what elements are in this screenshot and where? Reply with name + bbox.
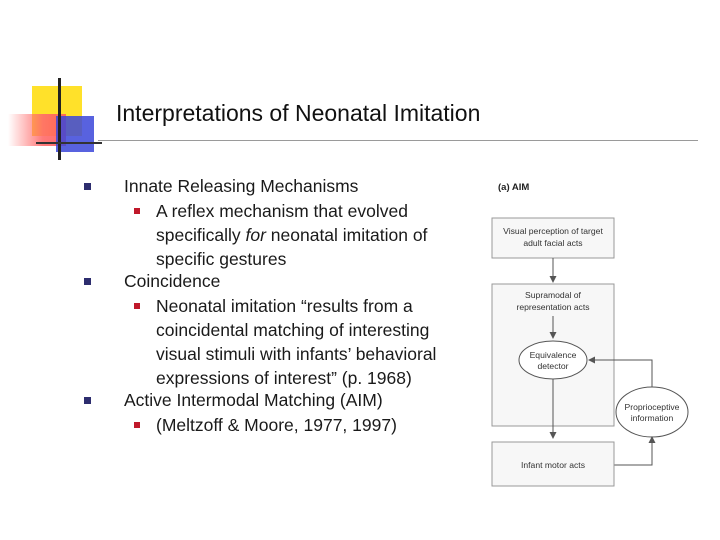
bullet-text: Innate Releasing Mechanisms: [124, 176, 359, 196]
aim-diagram-svg: [480, 178, 712, 498]
box-visual-perception-line2: adult facial acts: [523, 238, 583, 248]
square-bullet-icon: [84, 397, 91, 404]
sub-bullet-text-emphasis: for: [245, 225, 266, 245]
deco-blue-square: [56, 116, 94, 152]
proprio-line2: information: [630, 413, 674, 423]
box-infant-motor-acts-label: Infant motor acts: [520, 460, 586, 470]
square-bullet-icon: [134, 303, 140, 309]
sub-bullet-text: Neonatal imitation “results from a coincidental matching of interesting visual stimuli with infants’ behavioral expressions of interest” (p. 1968): [156, 296, 437, 388]
bullet-list: [84, 176, 464, 437]
arrow-motor-to-proprio: [614, 437, 652, 465]
proprio-line1: Proprioceptive: [624, 402, 680, 412]
proprioceptive-information: [616, 387, 688, 437]
square-bullet-icon: [134, 422, 140, 428]
sub-bullet-coincidental: [124, 294, 464, 390]
bullet-aim: [84, 390, 464, 437]
slide-title: Interpretations of Neonatal Imitation: [116, 100, 481, 126]
box-visual-perception-line1: Visual perception of target: [503, 226, 603, 236]
deco-horizontal-line: [36, 142, 102, 144]
box-supramodal-line1: Supramodal of: [525, 290, 581, 300]
bullet-coincidence: [84, 271, 464, 390]
box-supramodal-line2: representation acts: [516, 302, 590, 312]
aim-diagram: [480, 178, 712, 498]
bullet-text: Active Intermodal Matching (AIM): [124, 390, 383, 410]
deco-vertical-line: [58, 78, 61, 160]
sub-bullet-text-before: A reflex mechanism that evolved specifically: [156, 201, 408, 245]
sub-bullet-text-after: neonatal imitation of specific gestures: [156, 225, 428, 269]
bullet-innate-releasing: [84, 176, 464, 271]
equivalence-detector: [519, 341, 587, 379]
detector-line1: Equivalence: [529, 350, 577, 360]
title-underline: [98, 140, 698, 141]
square-bullet-icon: [84, 183, 91, 190]
sub-bullet-text: (Meltzoff & Moore, 1977, 1997): [156, 415, 397, 435]
bullet-text: Coincidence: [124, 271, 221, 291]
sub-bullet-reflex: [124, 199, 464, 271]
diagram-label: (a) AIM: [498, 182, 530, 193]
square-bullet-icon: [84, 278, 91, 285]
square-bullet-icon: [134, 208, 140, 214]
detector-line2: detector: [537, 361, 569, 371]
sub-bullet-citation: [124, 413, 464, 437]
